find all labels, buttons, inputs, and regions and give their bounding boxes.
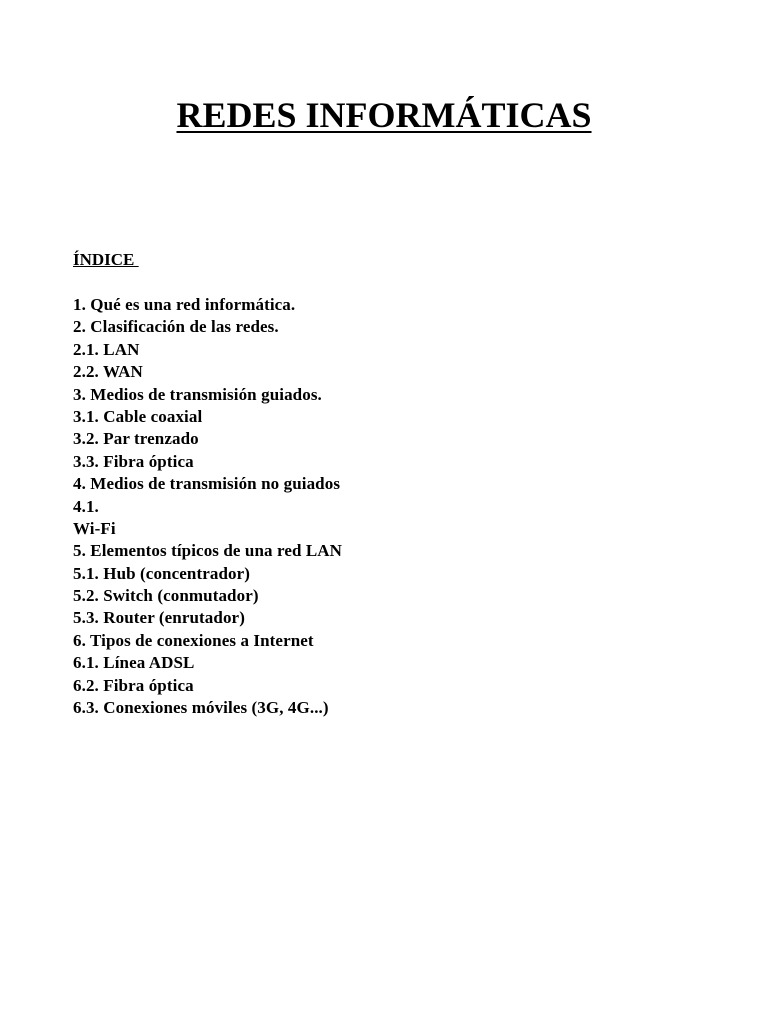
table-of-contents — [73, 294, 342, 719]
toc-item: 2.1. LAN — [73, 339, 140, 359]
toc-item: 5.3. Router (enrutador) — [73, 608, 245, 628]
toc-item: 5. Elementos típicos de una red LAN — [73, 541, 343, 561]
toc-item: 6. Tipos de conexiones a Internet — [73, 630, 314, 650]
toc-item: 3.1. Cable coaxial — [73, 406, 203, 426]
toc-item: 5.2. Switch (conmutador) — [73, 586, 259, 606]
toc-item: 6.3. Conexiones móviles (3G, 4G...) — [73, 698, 329, 718]
toc-item: 1. Qué es una red informática. — [73, 295, 296, 314]
toc-item: 6.2. Fibra óptica — [73, 675, 194, 695]
toc-item: 6.1. Línea ADSL — [73, 653, 195, 673]
toc-item: 4. Medios de transmisión no guiados — [73, 474, 341, 494]
toc-item: Wi-Fi — [73, 518, 116, 538]
toc-item: 5.1. Hub (concentrador) — [73, 563, 251, 583]
toc-item: 2.2. WAN — [73, 362, 143, 382]
index-heading: ÍNDICE — [73, 250, 139, 269]
toc-item: 3.3. Fibra óptica — [73, 451, 194, 471]
toc-item: 4.1. — [73, 496, 99, 516]
toc-item: 2. Clasificación de las redes. — [73, 317, 279, 337]
toc-item: 3.2. Par trenzado — [73, 429, 199, 449]
toc-item: 3. Medios de transmisión guiados. — [73, 384, 322, 404]
page-title: REDES INFORMÁTICAS — [176, 95, 592, 135]
